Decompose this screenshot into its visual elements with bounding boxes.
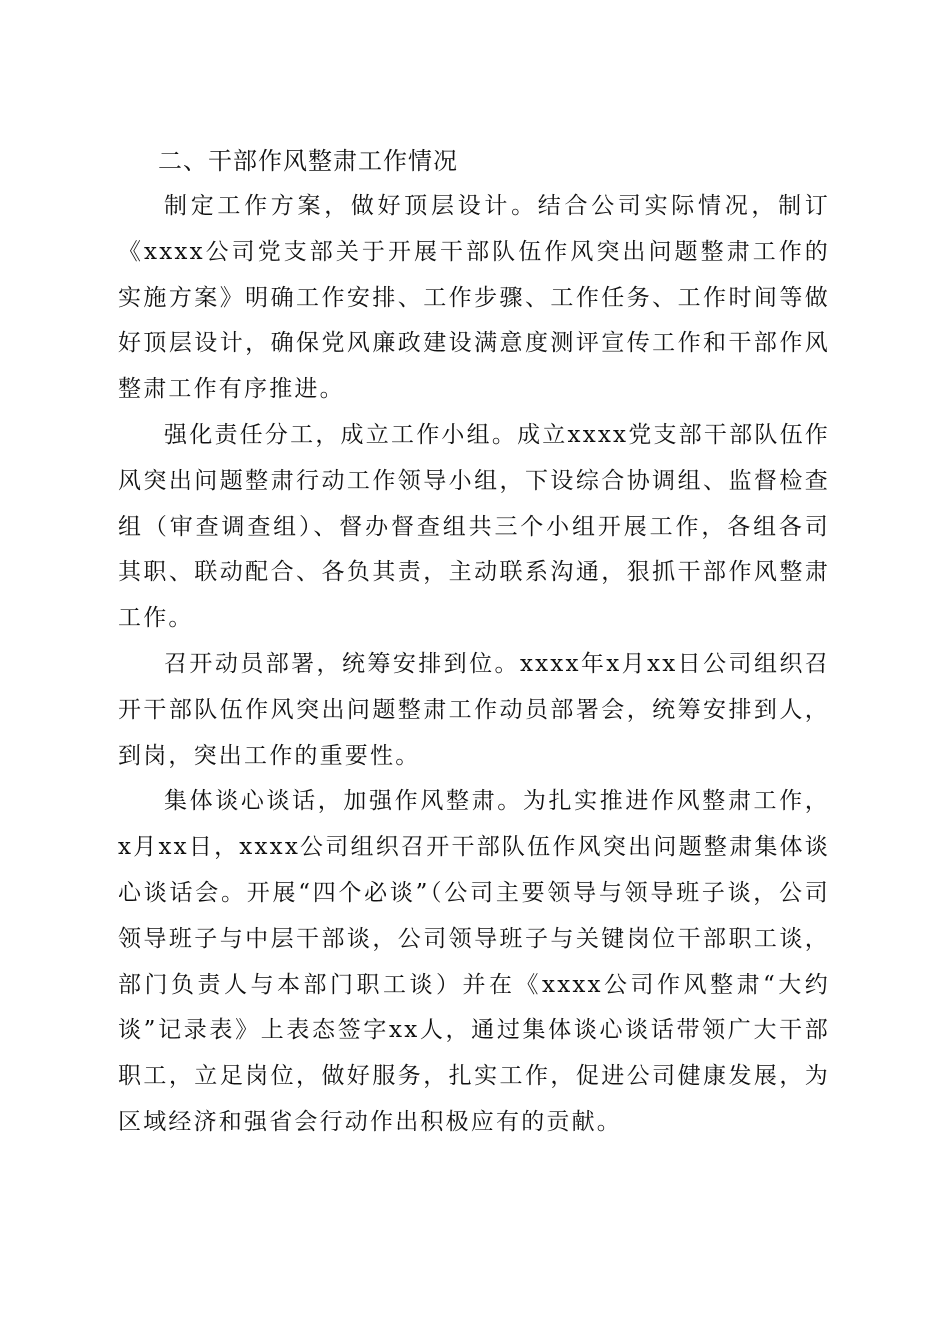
paragraph-group-talks: 集体谈心谈话，加强作风整肃。为扎实推进作风整肃工作，x月xx日，xxxx公司组织召开干部队伍作风突出问题整肃集体谈心谈话会。开展“四个必谈”（公司主要领导与领导班子谈，公司领导班子与中层干部谈，公司领导班子与关键岗位干部职工谈，部门负责人与本部门职工谈）并在《xxxx公司作风整肃“大约谈”记录表》上表态签字xx人，通过集体谈心谈话带领广大干部职工，立足岗位，做好服务，扎实工作，促进公司健康发展，为区域经济和强省会行动作出积极应有的贡献。: [118, 788, 830, 1135]
section-heading: 二、干部作风整肃工作情况: [158, 147, 458, 175]
paragraph-mobilization: 召开动员部署，统筹安排到位。xxxx年x月xx日公司组织召开干部队伍作风突出问题整肃工作动员部署会，统筹安排到人，到岗，突出工作的重要性。: [118, 650, 830, 769]
paragraph-work-plan: 制定工作方案，做好顶层设计。结合公司实际情况，制订《xxxx公司党支部关于开展干部队伍作风突出问题整肃工作的实施方案》明确工作安排、工作步骤、工作任务、工作时间等做好顶层设计，确保党风廉政建设满意度测评宣传工作和干部作风整肃工作有序推进。: [118, 193, 830, 403]
paragraph-responsibility: 强化责任分工，成立工作小组。成立xxxx党支部干部队伍作风突出问题整肃行动工作领导小组，下设综合协调组、监督检查组（审查调查组）、督办督查组共三个小组开展工作，各组各司其职、联动配合、各负其责，主动联系沟通，狠抓干部作风整肃工作。: [118, 421, 830, 632]
document-page: [118, 138, 830, 1146]
